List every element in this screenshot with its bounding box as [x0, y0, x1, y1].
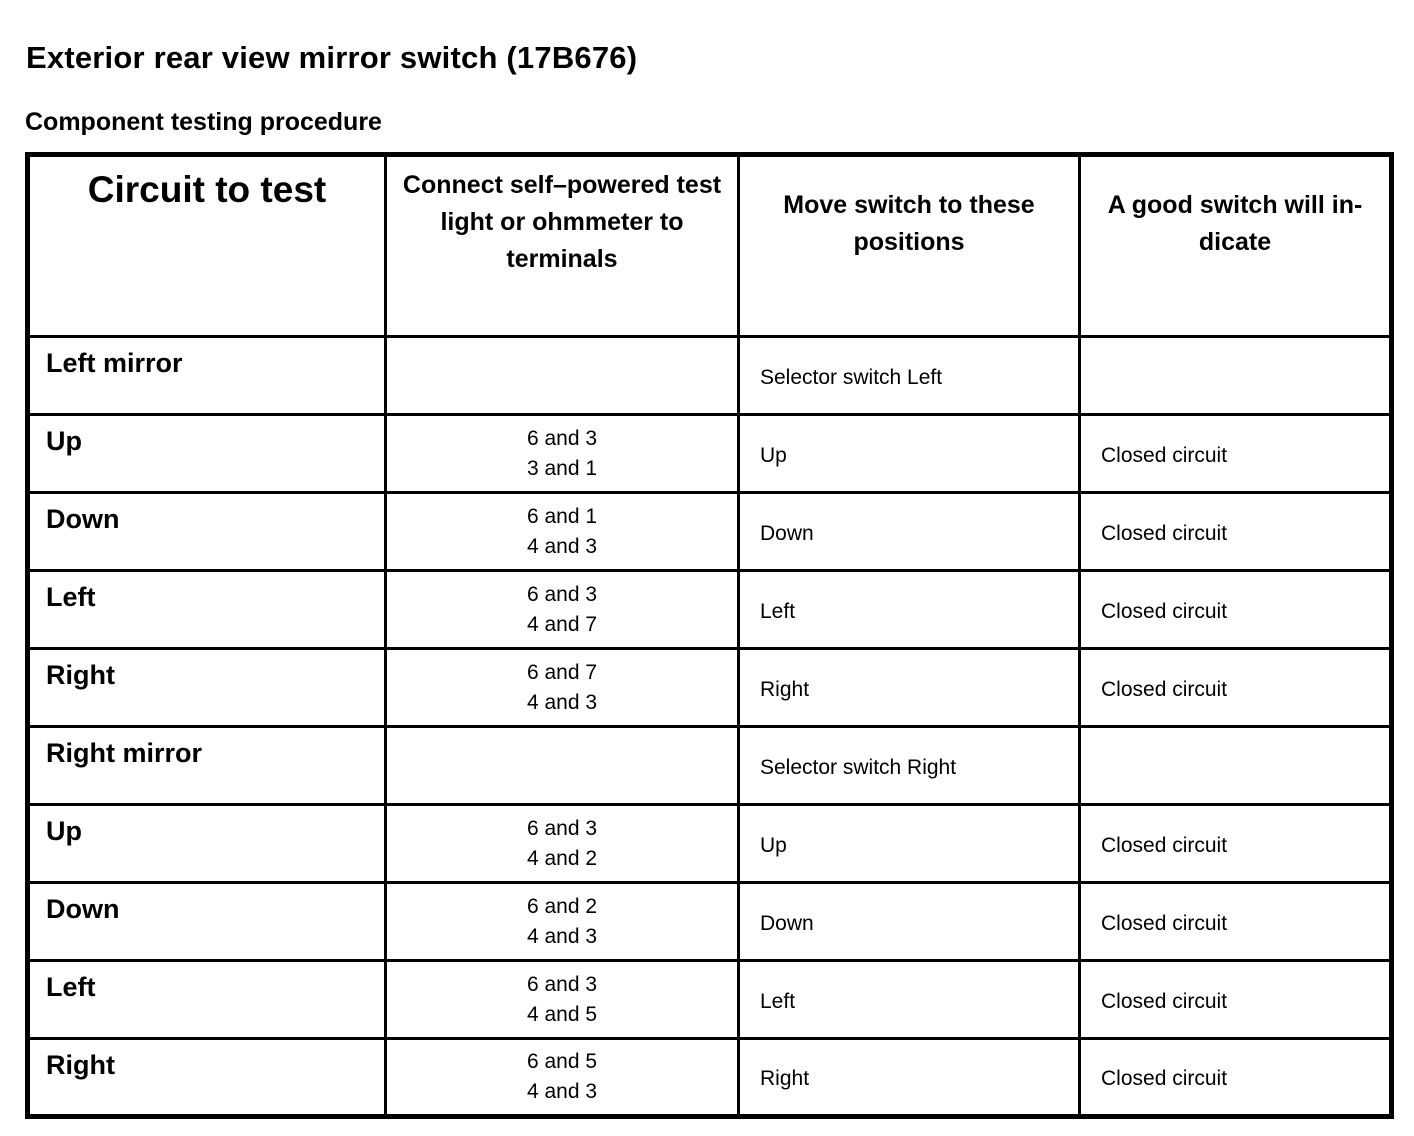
- result-cell: Closed circuit: [1080, 1039, 1392, 1117]
- document-subtitle: Component testing procedure: [25, 108, 382, 136]
- terminal-pair: 4 and 3: [526, 924, 598, 948]
- table-row: [28, 415, 1392, 493]
- header-circuit-to-test: Circuit to test: [28, 155, 386, 337]
- result-cell: Closed circuit: [1080, 805, 1392, 883]
- result-cell: Closed circuit: [1080, 493, 1392, 571]
- position-cell: Down: [739, 883, 1080, 961]
- terminals-cell: [386, 1039, 739, 1117]
- terminal-pair: 6 and 7: [526, 660, 598, 684]
- result-cell: Closed circuit: [1080, 883, 1392, 961]
- position-cell: Up: [739, 805, 1080, 883]
- position-cell: Right: [739, 1039, 1080, 1117]
- terminal-pair: 6 and 1: [526, 504, 598, 528]
- terminal-pair: 6 and 3: [526, 426, 598, 450]
- position-cell: Left: [739, 571, 1080, 649]
- terminal-pair: 4 and 2: [526, 846, 598, 870]
- terminals-cell: [386, 493, 739, 571]
- terminal-pair: 6 and 3: [526, 816, 598, 840]
- terminal-pair: 3 and 1: [526, 456, 598, 480]
- terminals-cell: [386, 415, 739, 493]
- table-row: [28, 571, 1392, 649]
- result-cell: Closed circuit: [1080, 649, 1392, 727]
- terminals-cell: [386, 649, 739, 727]
- component-testing-table: [25, 152, 1394, 1119]
- table-row: [28, 883, 1392, 961]
- terminals-cell: [386, 805, 739, 883]
- terminals-cell: [386, 337, 739, 415]
- circuit-cell: Left: [28, 961, 386, 1039]
- terminal-pair: 6 and 2: [526, 894, 598, 918]
- terminal-pair: 4 and 5: [526, 1002, 598, 1026]
- position-cell: Up: [739, 415, 1080, 493]
- header-switch-positions: Move switch to these positions: [739, 155, 1080, 337]
- terminal-pair: 4 and 3: [526, 534, 598, 558]
- position-cell: Right: [739, 649, 1080, 727]
- terminals-cell: [386, 883, 739, 961]
- position-cell: Selector switch Right: [739, 727, 1080, 805]
- table-row: [28, 649, 1392, 727]
- header-connect-terminals: Connect self–powered test light or ohmmeter to terminals: [386, 155, 739, 337]
- circuit-cell: Right: [28, 649, 386, 727]
- result-cell: Closed circuit: [1080, 961, 1392, 1039]
- terminal-pair: 4 and 7: [526, 612, 598, 636]
- terminal-pair: 6 and 3: [526, 582, 598, 606]
- terminals-cell: [386, 727, 739, 805]
- position-cell: Selector switch Left: [739, 337, 1080, 415]
- result-cell: Closed circuit: [1080, 415, 1392, 493]
- terminal-pair: 6 and 3: [526, 972, 598, 996]
- circuit-cell: Right mirror: [28, 727, 386, 805]
- terminal-pair: 4 and 3: [526, 1080, 598, 1103]
- circuit-cell: Left: [28, 571, 386, 649]
- document-title: Exterior rear view mirror switch (17B676): [26, 40, 638, 75]
- position-cell: Left: [739, 961, 1080, 1039]
- table-header-row: [28, 155, 1392, 337]
- table-row: [28, 337, 1392, 415]
- circuit-cell: Down: [28, 883, 386, 961]
- table-row: [28, 961, 1392, 1039]
- table-row: [28, 727, 1392, 805]
- circuit-cell: Down: [28, 493, 386, 571]
- circuit-cell: Right: [28, 1039, 386, 1117]
- result-cell: Closed circuit: [1080, 571, 1392, 649]
- header-good-switch-indicates: A good switch will in-dicate: [1080, 155, 1392, 337]
- circuit-cell: Left mirror: [28, 337, 386, 415]
- terminals-cell: [386, 571, 739, 649]
- terminals-cell: [386, 961, 739, 1039]
- result-cell: [1080, 727, 1392, 805]
- table-row: [28, 805, 1392, 883]
- circuit-cell: Up: [28, 415, 386, 493]
- circuit-cell: Up: [28, 805, 386, 883]
- terminal-pair: 6 and 5: [526, 1050, 598, 1073]
- position-cell: Down: [739, 493, 1080, 571]
- terminal-pair: 4 and 3: [526, 690, 598, 714]
- table-row: [28, 493, 1392, 571]
- result-cell: [1080, 337, 1392, 415]
- table-row: [28, 1039, 1392, 1117]
